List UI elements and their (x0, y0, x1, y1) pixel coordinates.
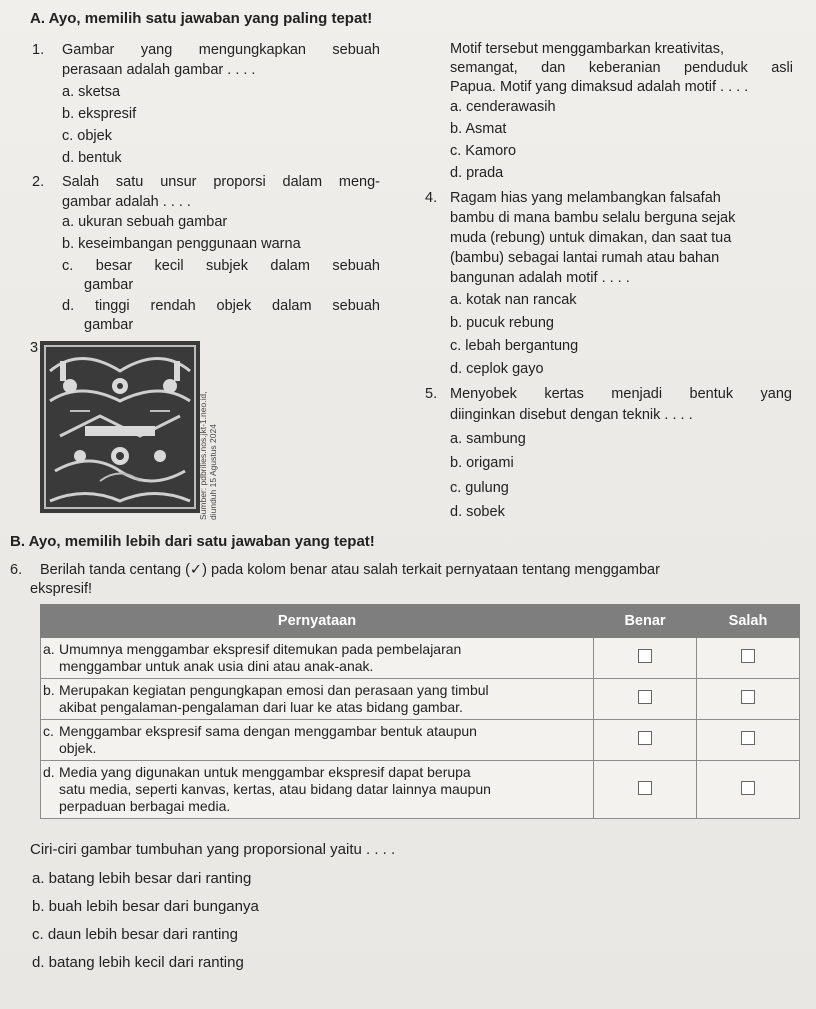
benar-checkbox-a[interactable] (594, 638, 697, 679)
q5-stem-line1: Menyobek kertas menjadi bentuk yang (450, 386, 792, 402)
q4-option-c[interactable]: c. lebah bergantung (450, 338, 579, 354)
q4-number: 4. (425, 190, 438, 206)
q5-stem-line2: diinginkan disebut dengan teknik . . . . (450, 407, 693, 423)
statement-c: c. Menggambar ekspresif sama dengan menggambar bentuk ataupun objek. (41, 720, 594, 761)
q7-option-b[interactable]: b. buah lebih besar dari bunganya (32, 898, 259, 915)
q3-option-c[interactable]: c. Kamoro (450, 143, 517, 159)
q6-stem-line2: ekspresif! (30, 581, 93, 597)
section-b-title: B. Ayo, memilih lebih dari satu jawaban yang tepat! (10, 533, 375, 550)
salah-checkbox-d[interactable] (697, 761, 800, 819)
q4-stem-line2: bambu di mana bambu selalu berguna sejak (450, 210, 736, 226)
salah-checkbox-b[interactable] (697, 679, 800, 720)
q1-option-c[interactable]: c. objek (62, 128, 112, 144)
papua-motif-image (40, 341, 200, 513)
salah-checkbox-c[interactable] (697, 720, 800, 761)
salah-checkbox-a[interactable] (697, 638, 800, 679)
q4-option-b[interactable]: b. pucuk rebung (450, 315, 554, 331)
q7-option-c[interactable]: c. daun lebih besar dari ranting (32, 926, 238, 943)
q6-stem-line1: Berilah tanda centang (✓) pada kolom benar atau salah terkait pernyataan tentang menggambar (40, 562, 660, 578)
statement-table (40, 604, 800, 819)
benar-checkbox-c[interactable] (594, 720, 697, 761)
table-row (41, 761, 800, 819)
q1-option-a[interactable]: a. sketsa (62, 84, 121, 100)
statement-a: a. Umumnya menggambar ekspresif ditemukan pada pembelajaran menggambar untuk anak usia dini atau anak-anak. (41, 638, 594, 679)
q1-stem-line2: perasaan adalah gambar . . . . (62, 62, 256, 78)
q5-option-d[interactable]: d. sobek (450, 504, 505, 520)
q1-stem-line1: Gambar yang mengungkapkan sebuah (62, 42, 380, 58)
q2-option-d-cont: gambar (84, 317, 134, 333)
table-row (41, 679, 800, 720)
q4-stem-line4: (bambu) sebagai lantai rumah atau bahan (450, 250, 720, 266)
q4-option-d[interactable]: d. ceplok gayo (450, 361, 544, 377)
q7-stem: Ciri-ciri gambar tumbuhan yang proporsional yaitu . . . . (30, 841, 396, 858)
q5-option-c[interactable]: c. gulung (450, 480, 509, 496)
benar-checkbox-b[interactable] (594, 679, 697, 720)
q7-option-d[interactable]: d. batang lebih kecil dari ranting (32, 954, 244, 971)
table-row (41, 720, 800, 761)
header-salah: Salah (697, 605, 800, 638)
section-a-title: A. Ayo, memilih satu jawaban yang paling tepat! (30, 10, 373, 27)
q6-number: 6. (10, 562, 23, 578)
q2-option-d[interactable]: d. tinggi rendah objek dalam sebuah (62, 298, 380, 314)
q3-stem-line1: Motif tersebut menggambarkan kreativitas, (450, 41, 725, 57)
image-credit: Sumber: pdbrilies.nos.jkt-1.neo.id, diunduh 15 Agustus 2024 (198, 391, 218, 520)
benar-checkbox-d[interactable] (594, 761, 697, 819)
q1-option-b[interactable]: b. ekspresif (62, 106, 137, 122)
q2-option-a[interactable]: a. ukuran sebuah gambar (62, 214, 228, 230)
table-header-row (41, 605, 800, 638)
q4-stem-line3: muda (rebung) untuk dimakan, dan saat tua (450, 230, 732, 246)
q2-option-c[interactable]: c. besar kecil subjek dalam sebuah (62, 258, 380, 274)
q7-option-a[interactable]: a. batang lebih besar dari ranting (32, 870, 252, 887)
q3-stem-line2: semangat, dan keberanian penduduk asli (450, 60, 793, 76)
q3-option-b[interactable]: b. Asmat (450, 121, 507, 137)
q3-stem-line3: Papua. Motif yang dimaksud adalah motif . . . . (450, 79, 749, 95)
q4-option-a[interactable]: a. kotak nan rancak (450, 292, 577, 308)
q3-number: 3 (30, 340, 39, 356)
statement-d: d. Media yang digunakan untuk menggambar ekspresif dapat berupa satu media, seperti kanvas, kertas, atau bidang datar lainnya maupun perpaduan berbagai media. (41, 761, 594, 819)
q2-option-c-cont: gambar (84, 277, 134, 293)
q2-number: 2. (32, 174, 45, 190)
statement-b: b. Merupakan kegiatan pengungkapan emosi dan perasaan yang timbul akibat pengalaman-pengalaman dari luar ke atas bidang gambar. (41, 679, 594, 720)
q1-number: 1. (32, 42, 45, 58)
q5-number: 5. (425, 386, 438, 402)
q2-stem-line2: gambar adalah . . . . (62, 194, 191, 210)
q4-stem-line1: Ragam hias yang melambangkan falsafah (450, 190, 721, 206)
q5-option-b[interactable]: b. origami (450, 455, 514, 471)
header-benar: Benar (594, 605, 697, 638)
header-pernyataan: Pernyataan (41, 605, 594, 638)
q4-stem-line5: bangunan adalah motif . . . . (450, 270, 630, 286)
q2-option-b[interactable]: b. keseimbangan penggunaan warna (62, 236, 301, 252)
q2-stem-line1: Salah satu unsur proporsi dalam meng- (62, 174, 380, 190)
q3-option-a[interactable]: a. cenderawasih (450, 99, 556, 115)
q1-option-d[interactable]: d. bentuk (62, 150, 122, 166)
table-row (41, 638, 800, 679)
motif-pattern (40, 341, 200, 513)
q3-option-d[interactable]: d. prada (450, 165, 504, 181)
q5-option-a[interactable]: a. sambung (450, 431, 526, 447)
